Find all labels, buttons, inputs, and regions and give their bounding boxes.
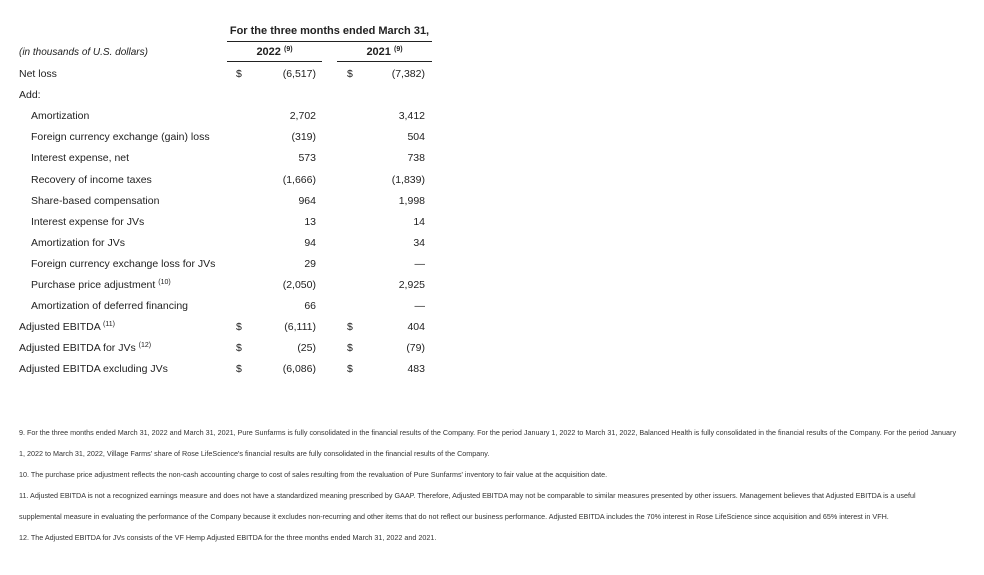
value-2022: (2,050) bbox=[282, 279, 316, 291]
currency-2021: $ bbox=[347, 363, 353, 376]
row-label bbox=[19, 89, 41, 101]
table-row bbox=[0, 233, 984, 254]
year-2022-label: 2022 bbox=[256, 46, 281, 58]
row-label bbox=[31, 195, 159, 207]
row-label-text: Interest expense for JVs bbox=[31, 215, 145, 228]
value-2021: 14 bbox=[413, 215, 425, 228]
table-row bbox=[0, 85, 984, 106]
footnote-12: 12. The Adjusted EBITDA for JVs consists of the VF Hemp Adjusted EBITDA for the three months ended March 31, 2022 and 2021. bbox=[19, 533, 437, 542]
value-2021: — bbox=[414, 300, 425, 313]
row-label bbox=[31, 258, 215, 270]
value-2021: 3,412 bbox=[398, 110, 425, 123]
table-row bbox=[0, 127, 984, 148]
row-label bbox=[19, 363, 168, 375]
year-header-2021 bbox=[337, 46, 432, 58]
row-label bbox=[31, 216, 144, 228]
value-2021: — bbox=[414, 257, 425, 270]
footnote-9: 9. For the three months ended March 31, 2022 and March 31, 2021, Pure Sunfarms is fully consolidated in the financial results of the Company. For the period January 1, 2022 to March 31, 2022, Balanced Health is fully consolidated in the financial results of the Company. For the period January 1, 2022 to March 31, 2022, Village Farms' share of Rose LifeScience's financial results are fully consolidated in the financial results of the Company. bbox=[19, 428, 957, 458]
row-label-text: Net loss bbox=[19, 68, 57, 80]
row-label-text: Interest expense, net bbox=[31, 152, 130, 165]
period-header-rule bbox=[227, 41, 432, 42]
currency-2022: $ bbox=[236, 68, 242, 80]
table-row bbox=[0, 212, 984, 233]
row-label bbox=[19, 321, 115, 333]
row-label bbox=[31, 131, 210, 143]
row-label bbox=[19, 68, 57, 80]
row-label-text: Amortization of deferred financing bbox=[31, 300, 189, 313]
value-2022: 2,702 bbox=[289, 110, 316, 123]
value-2022: 29 bbox=[304, 257, 316, 270]
value-2021: 738 bbox=[407, 152, 425, 165]
footnotes bbox=[19, 422, 959, 548]
row-label-text: Foreign currency exchange (gain) loss bbox=[31, 131, 210, 144]
period-header: For the three months ended March 31, bbox=[229, 25, 430, 37]
table-row bbox=[0, 106, 984, 127]
table-row bbox=[0, 170, 984, 191]
units-label: (in thousands of U.S. dollars) bbox=[19, 47, 148, 58]
row-label-text: Amortization for JVs bbox=[31, 236, 125, 249]
table-row bbox=[0, 254, 984, 275]
value-2022: 94 bbox=[304, 236, 316, 249]
value-2021: 34 bbox=[413, 236, 425, 249]
currency-2022: $ bbox=[236, 363, 242, 376]
value-2021: 504 bbox=[407, 131, 425, 144]
row-label-text: Adjusted EBITDA excluding JVs bbox=[19, 363, 168, 376]
value-2022: (1,666) bbox=[282, 173, 316, 186]
table-row bbox=[0, 296, 984, 317]
year-2021-label: 2021 bbox=[366, 46, 391, 58]
value-2021: (7,382) bbox=[391, 68, 425, 80]
year-2021-rule bbox=[337, 61, 432, 62]
row-label bbox=[19, 342, 151, 354]
table-row bbox=[0, 191, 984, 212]
year-2022-footnote-ref: (9) bbox=[283, 46, 293, 53]
table-row bbox=[0, 359, 984, 380]
row-label bbox=[31, 152, 129, 164]
row-label-text: Adjusted EBITDA for JVs bbox=[19, 342, 136, 355]
year-header-2022 bbox=[227, 46, 322, 58]
row-label bbox=[31, 110, 89, 122]
value-2021: (79) bbox=[406, 342, 425, 355]
value-2022: (6,086) bbox=[282, 363, 316, 376]
row-label-text: Add: bbox=[19, 89, 41, 102]
value-2022: (6,111) bbox=[284, 321, 316, 334]
row-label-text: Recovery of income taxes bbox=[31, 173, 152, 186]
row-label-text: Amortization bbox=[31, 110, 90, 123]
currency-2021: $ bbox=[347, 342, 353, 355]
value-2022: (25) bbox=[297, 342, 316, 355]
row-footnote-ref: (10) bbox=[158, 279, 171, 286]
value-2021: 404 bbox=[407, 321, 425, 334]
row-label bbox=[31, 279, 171, 291]
row-label bbox=[31, 174, 152, 186]
table-row bbox=[0, 338, 984, 359]
footnote-10: 10. The purchase price adjustment reflects the non-cash accounting charge to cost of sales resulting from the revaluation of Pure Sunfarms' inventory to fair value at the acquisition date. bbox=[19, 470, 608, 479]
row-footnote-ref: (11) bbox=[103, 321, 115, 329]
currency-2021: $ bbox=[347, 68, 353, 80]
value-2021: 1,998 bbox=[398, 194, 425, 207]
value-2021: (1,839) bbox=[391, 173, 425, 186]
row-label-text: Purchase price adjustment bbox=[31, 279, 156, 291]
value-2022: (6,517) bbox=[282, 68, 316, 80]
value-2022: 573 bbox=[298, 152, 316, 165]
value-2021: 483 bbox=[407, 363, 425, 376]
row-label bbox=[31, 237, 125, 249]
value-2022: (319) bbox=[291, 131, 316, 144]
table-row bbox=[0, 275, 984, 296]
row-label-text: Adjusted EBITDA bbox=[19, 321, 101, 334]
value-2021: 2,925 bbox=[398, 279, 425, 291]
value-2022: 66 bbox=[304, 300, 316, 313]
row-label-text: Foreign currency exchange loss for JVs bbox=[31, 257, 216, 270]
row-label-text: Share-based compensation bbox=[31, 194, 160, 207]
value-2022: 964 bbox=[298, 194, 316, 207]
row-label bbox=[31, 300, 188, 312]
currency-2021: $ bbox=[347, 321, 353, 334]
year-2022-rule bbox=[227, 61, 322, 62]
table-row bbox=[0, 317, 984, 338]
row-footnote-ref: (12) bbox=[138, 342, 152, 350]
table-row bbox=[0, 64, 984, 85]
currency-2022: $ bbox=[236, 321, 242, 334]
year-2021-footnote-ref: (9) bbox=[393, 46, 403, 53]
table-row bbox=[0, 148, 984, 169]
currency-2022: $ bbox=[236, 342, 242, 355]
footnote-11: 11. Adjusted EBITDA is not a recognized earnings measure and does not have a standardized meaning prescribed by GAAP. Therefore, Adjusted EBITDA may not be comparable to similar measures presented by other issuers. Management believes that Adjusted EBITDA is a useful supplemental measure in evaluating the performance of the Company because it excludes non-recurring and other items that do not reflect our business performance. Adjusted EBITDA includes the 70% interest in Rose LifeScience since acquisition and 65% interest in VFH. bbox=[19, 491, 916, 521]
value-2022: 13 bbox=[304, 215, 316, 228]
